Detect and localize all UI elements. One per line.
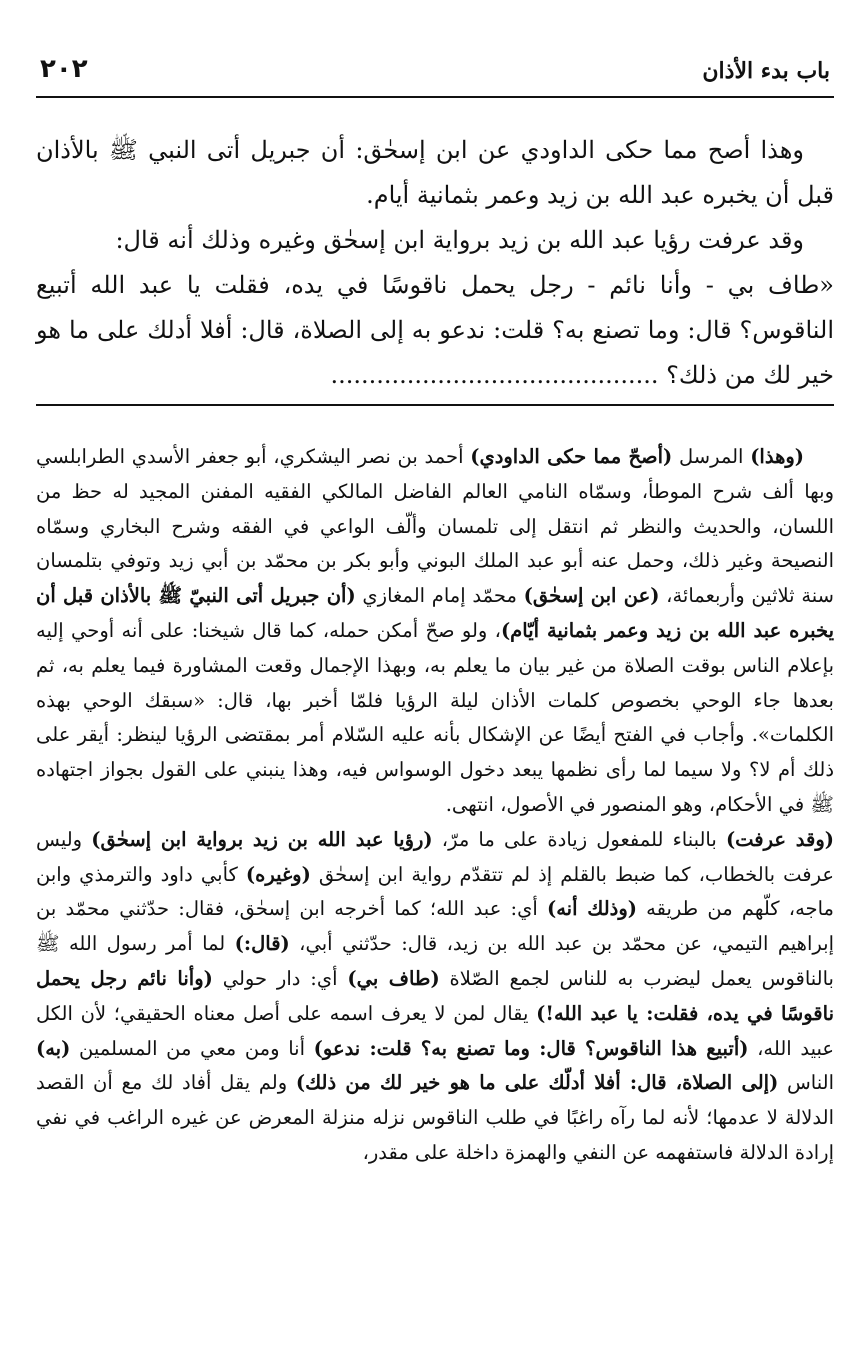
- commentary-span: أنا ومن معي من المسلمين: [70, 1036, 314, 1060]
- commentary-span: ، ولو صحّ أمكن حمله، كما قال شيخنا: على أنه أوحي إليه بإعلام الناس بوقت الصلاة من غير بيان ما يعلم به، وبهذا الإجمال وقعت المشاورة فيما يعلم به، ثم بعدها جاء الوحي بخصوص كلمات الأذان ليلة الرؤيا فلمّا أخبر بها، قال: «سبقك الوحي بهذه الكلمات». وأجاب في الفتح أيضًا عن الإشكال بأنه عليه السّلام أمر بمقتضى الرؤيا لينظر: أيقر على ذلك أم لا؟ ولا سيما لما رأى نظمها يبعد دخول الوسواس فيه، وهذا ينبني على القول بجواز اجتهاده ﷺ في الأحكام، وهو المنصور في الأصول، انتهى.: [36, 618, 834, 816]
- page-number: ٢٠٢: [40, 54, 88, 84]
- commentary-span: الناس: [778, 1071, 834, 1095]
- commentary-span: بالبناء للمفعول زيادة على ما مرّ،: [432, 827, 726, 851]
- commentary-span: لما أمر رسول الله ﷺ بالناقوس يعمل ليضرب به للناس لجمع الصّلاة: [36, 932, 834, 990]
- hadith-quote: «طاف بي - وأنا نائم - رجل يحمل ناقوسًا في يده، فقلت يا عبد الله أتبيع الناقوس؟ قال: وما تصنع به؟ قلت: ندعو به إلى الصلاة، قال: أفلا أدلك على ما هو خير لك من ذلك؟: [36, 271, 834, 389]
- quoted-lemma: (وأنا نائم رجل يحمل ناقوسًا في يده، فقلت: يا عبد الله!): [36, 966, 834, 1025]
- main-text-paragraph: وقد عرفت رؤيا عبد الله بن زيد برواية ابن إسحٰق وغيره وذلك أنه قال:: [115, 226, 804, 254]
- continuation-dots: ...........................................: [330, 361, 659, 389]
- quoted-lemma: (طاف بي): [347, 966, 440, 990]
- quoted-lemma: (أن جبريل أتى النبيّ ﷺ بالأذان قبل أن يخبره عبد الله بن زيد وعمر بثمانية أيّام): [36, 584, 834, 642]
- quoted-lemma: (وقد عرفت): [725, 827, 834, 851]
- quoted-lemma: (إلى الصلاة، قال: أفلا أدلّك على ما هو خير لك من ذلك): [295, 1071, 779, 1095]
- commentary-text: [36, 440, 834, 1171]
- commentary-span: ولم يقل أفاد لك مع أن القصد الدلالة لا عدمها؛ لأنه لما رآه راغبًا في طلب الناقوس نزله منزلة المعرض عن غيره الراغب في نفي إرادة الدلالة فاستفهمه عن النفي والهمزة داخلة على مقدر،: [36, 1071, 834, 1164]
- chapter-title: باب بدء الأذان: [702, 58, 830, 84]
- commentary-span: يقال لمن لا يعرف اسمه على أصل معناه الحقيقي؛ لأن الكل عبيد الله،: [36, 1001, 834, 1060]
- quoted-lemma: (عن ابن إسحٰق): [523, 584, 660, 608]
- commentary-span: المرسل: [672, 445, 751, 468]
- quoted-lemma: (أصحّ مما حكى الداودي): [470, 445, 673, 468]
- quoted-lemma: (رؤيا عبد الله بن زيد برواية ابن إسحٰق): [91, 827, 433, 851]
- quoted-lemma: (وهذا): [750, 445, 805, 468]
- main-text-paragraph: [36, 263, 834, 398]
- quoted-lemma: (به): [36, 1036, 71, 1060]
- commentary-paragraph: [36, 823, 834, 1171]
- commentary-span: أحمد بن نصر اليشكري، أبو جعفر الأسدي الطرابلسي وبها ألف شرح الموطأ، وسمّاه النامي العالم الفاضل المالكي الفقيه المفنن المجيد له حظ من اللسان، والحديث والنظر ثم انتقل إلى تلمسان وألّف الواعي في الفقه وشرح البخاري وسمّاه النصيحة وغير ذلك، وحمل عنه أبو عبد الملك البوني وأبو بكر بن محمّد بن أبي زيد وتوفي بتلمسان سنة ثلاثين وأربعمائة،: [36, 445, 834, 608]
- commentary-span: وليس عرفت بالخطاب، كما ضبط بالقلم إذ لم تتقدّم رواية ابن إسحٰق: [36, 827, 835, 886]
- header-divider: [36, 96, 834, 98]
- quoted-lemma: (قال:): [234, 932, 290, 956]
- commentary-paragraph: [36, 440, 834, 823]
- commentary-span: أي: عبد الله؛ كما أخرجه ابن إسحٰق، فقال: حدّثني محمّد بن إبراهيم التيمي، عن محمّد بن عبد الله بن زيد، قال: حدّثني أبي،: [36, 897, 834, 956]
- quoted-lemma: (أتبيع هذا الناقوس؟ قال: وما تصنع به؟ قلت: ندعو): [313, 1036, 749, 1060]
- page-header: [36, 46, 834, 94]
- quoted-lemma: (وغيره): [245, 862, 311, 886]
- commentary-span: كأبي داود والترمذي وابن ماجه، كلّهم من طريقه: [36, 862, 834, 921]
- commentary-span: محمّد إمام المغازي: [355, 584, 524, 608]
- main-text-paragraph: وهذا أصح مما حكى الداودي عن ابن إسحٰق: أن جبريل أتى النبي ﷺ بالأذان قبل أن يخبره عبد الله بن زيد وعمر بثمانية أيام.: [36, 136, 834, 209]
- commentary-divider: [36, 404, 834, 406]
- quoted-lemma: (وذلك أنه): [546, 897, 637, 921]
- main-text: [36, 128, 834, 398]
- commentary-span: أي: دار حولي: [212, 966, 348, 990]
